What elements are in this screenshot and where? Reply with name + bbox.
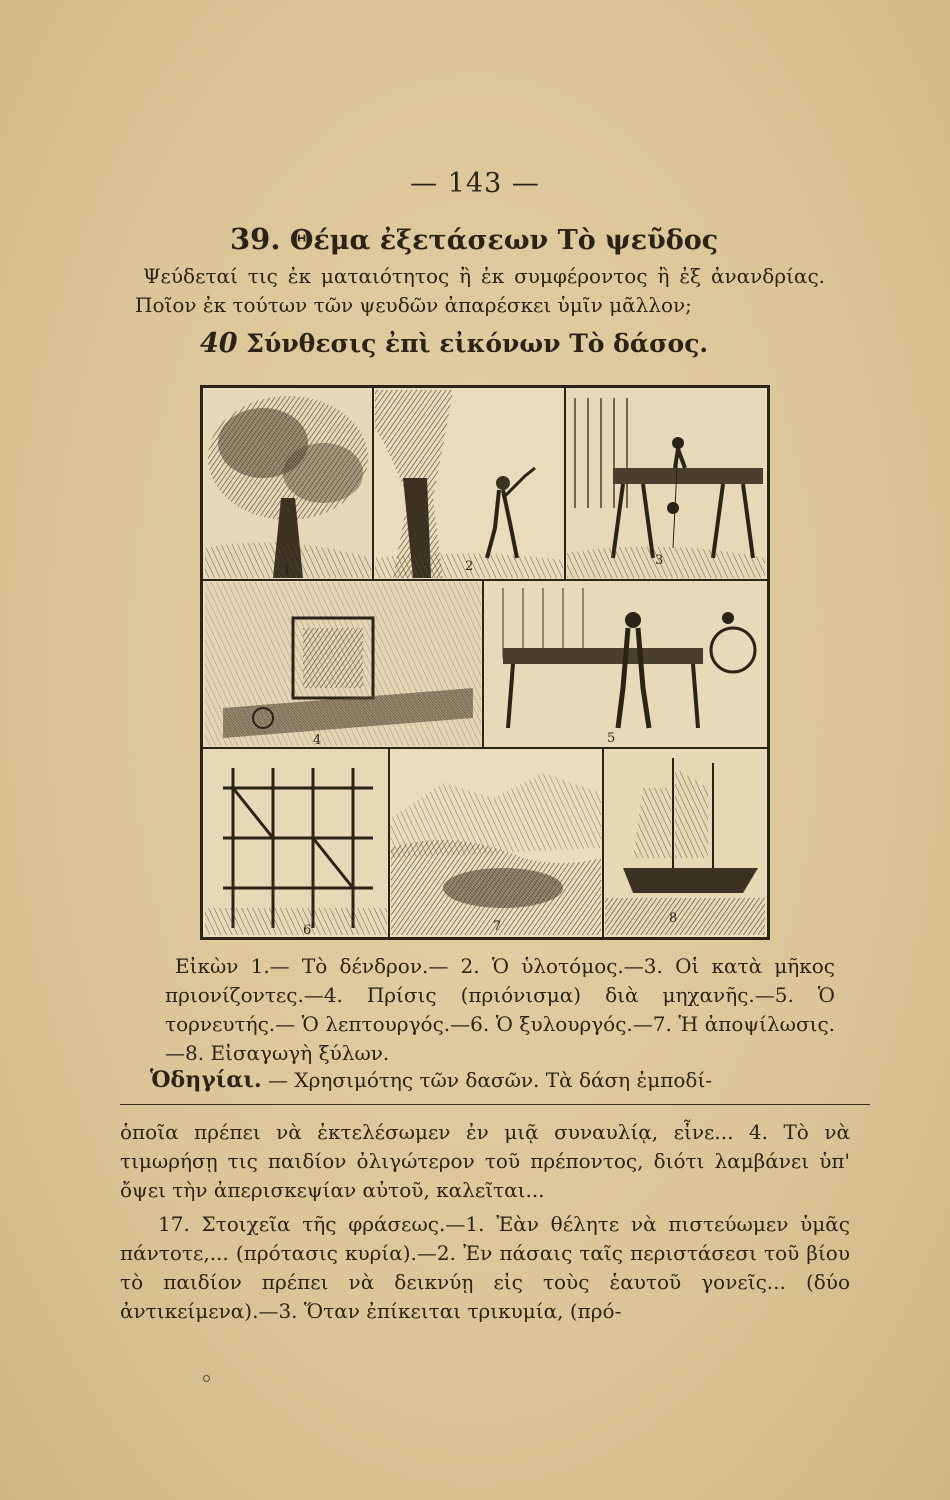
panel-5-turner [485,582,765,746]
engraving-illustration [203,388,767,937]
page-number: — 143 — [410,168,540,199]
panel-8-timber-ship [605,750,765,935]
panel-3-sawyers [567,390,765,578]
exercise-paragraph-1: ὁποῖα πρέπει νὰ ἐκτελέσωμεν ἐν μιᾷ συναυλίᾳ, εἶνε... 4. Τὸ νὰ τιμωρήσῃ τις παιδίον ὀλιγώτερον τοῦ πρέποντος, διότι λαμβάνει ὑπ' ὄψει τὴν ἀπερισκεψίαν αὐτοῦ, καλεῖται... [120,1120,850,1202]
section-39-number: 39. [230,222,281,256]
guidelines-label: Ὁδηγίαι. [150,1067,262,1093]
panel-2-woodcutter [375,390,563,578]
panel-number-3: 3 [655,553,664,568]
panel-number-5: 5 [607,731,616,746]
panel-4-sawmill [205,582,481,746]
panel-number-1: 1 [283,563,292,578]
panel-number-2: 2 [465,559,474,574]
section-39-title: Θέμα ἐξετάσεων Τὸ ψεῦδος [289,225,719,256]
figure-caption: Εἰκὼν 1.— Τὸ δένδρον.— 2. Ὁ ὑλοτόμος.—3. Οἱ κατὰ μῆκος πριονίζοντες.—4. Πρίσις (πριόνισμα) διὰ μηχανῆς.—5. Ὁ τορνευτής.— Ὁ λεπτουργός.—6. Ὁ ξυλουργός.—7. Ἡ ἀποψίλωσις.—8. Εἰσαγωγὴ ξύλων. [165,954,835,1065]
panel-6-carpenters [205,750,387,935]
panel-number-6: 6 [303,923,312,937]
panel-number-8: 8 [669,911,678,926]
section-40-heading [200,328,760,359]
section-39-heading [230,222,730,256]
page-break-rule [120,1104,870,1105]
panel-number-4: 4 [313,733,322,748]
guidelines-text: — Χρησιμότης τῶν δασῶν. Τὰ δάση ἐμποδί- [268,1068,713,1092]
section-39-question: Ψεύδεταί τις ἐκ ματαιότητος ἢ ἐκ συμφέροντος ἢ ἐξ ἀνανδρίας. Ποῖον ἐκ τούτων τῶν ψευδῶν ἀπαρέσκει ὑμῖν μᾶλλον; [135,264,825,317]
panel-number-7: 7 [493,919,502,934]
panel-1-tree [205,390,371,578]
engraving-plate [200,385,770,940]
exercise-paragraph-17: 17. Στοιχεῖα τῆς φράσεως.—1. Ἐὰν θέλητε νὰ πιστεύωμεν ὑμᾶς πάντοτε,... (πρότασις κυρία).—2. Ἐν πάσαις ταῖς περιστάσεσι τοῦ βίου τὸ παιδίον πρέπει νὰ δεικνύῃ εἰς τοὺς ἑαυτοῦ γονεῖς... (δύο ἀντικείμενα).—3. Ὅταν ἐπίκειται τρικυμία, (πρό- [120,1212,850,1323]
panel-7-deforestation [391,750,601,935]
guidelines-heading [150,1066,840,1095]
section-40-title: Σύνθεσις ἐπὶ εἰκόνων Τὸ δάσος. [246,329,709,358]
section-40-number: 40 [200,328,238,359]
paper-speck [203,1375,210,1382]
